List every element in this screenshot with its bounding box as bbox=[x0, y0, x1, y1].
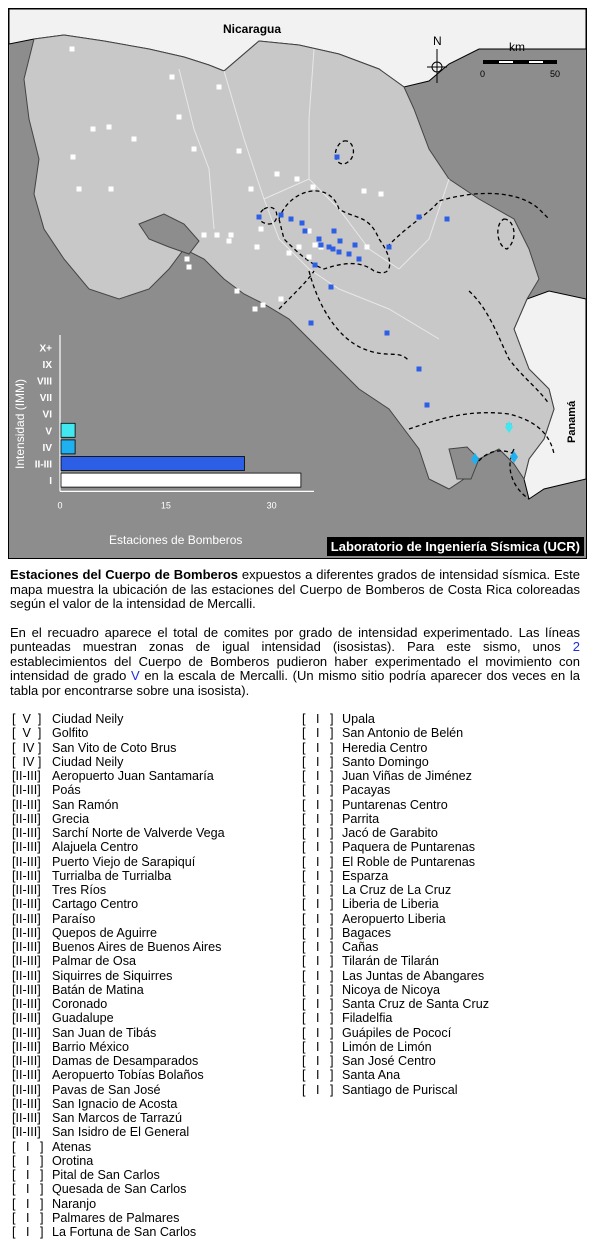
station-name: Aeropuerto Liberia bbox=[342, 911, 446, 926]
intensity-tag: [ I ] bbox=[302, 826, 334, 840]
station-row bbox=[302, 997, 489, 1011]
station-marker-I bbox=[307, 255, 312, 260]
chart-category-label: V bbox=[45, 426, 52, 438]
station-name: Grecia bbox=[52, 811, 90, 826]
station-marker-II-III bbox=[257, 215, 262, 220]
intensity-tag: [ I ] bbox=[302, 1039, 334, 1054]
station-marker-II-III bbox=[337, 250, 342, 255]
station-marker-I bbox=[253, 307, 258, 312]
intensity-tag: [ V ] bbox=[12, 726, 42, 741]
station-marker-I bbox=[185, 257, 190, 262]
station-marker-I bbox=[132, 137, 137, 142]
station-name: San Juan de Tibás bbox=[52, 1025, 157, 1040]
station-marker-II-III bbox=[309, 321, 314, 326]
station-row bbox=[12, 1125, 225, 1139]
station-marker-I bbox=[297, 245, 302, 250]
station-marker-II-III bbox=[387, 245, 392, 250]
intensity-tag: [ I ] bbox=[302, 840, 334, 855]
description-text-2a: En el recuadro aparece el total de comites por grado de intensidad experimentado. Las líneas punteadas muestran zonas de igual intensidad (isosistas). Para este sismo, unos bbox=[10, 624, 580, 654]
station-marker-I bbox=[295, 177, 300, 182]
intensity-tag: [ I ] bbox=[12, 1168, 44, 1182]
station-marker-II-III bbox=[300, 221, 305, 226]
intensity-tag: [II-III] bbox=[12, 997, 41, 1011]
station-name: Barrio México bbox=[52, 1039, 129, 1054]
station-name: Upala bbox=[342, 712, 375, 726]
intensity-tag: [ I ] bbox=[302, 897, 334, 912]
station-name: Guadalupe bbox=[52, 1011, 114, 1026]
chart-category-label: IV bbox=[42, 442, 52, 454]
station-name: Naranjo bbox=[52, 1196, 97, 1211]
station-row bbox=[12, 1168, 225, 1182]
station-marker-I bbox=[365, 245, 370, 250]
intensity-tag: [ I ] bbox=[302, 868, 334, 883]
station-row bbox=[12, 783, 225, 797]
station-row bbox=[302, 855, 489, 869]
intensity-tag: [II-III] bbox=[12, 1011, 41, 1026]
station-name: Santa Ana bbox=[342, 1068, 401, 1083]
station-name: Santo Domingo bbox=[342, 754, 429, 769]
station-marker-I bbox=[362, 189, 367, 194]
intensity-tag: [II-III] bbox=[12, 982, 41, 997]
description-text-2c: en la escala de Mercalli. (Un mismo sitio podría aparecer dos veces en la tabla por encontrarse sobre una isosista). bbox=[10, 668, 581, 698]
station-name: Ciudad Neily bbox=[52, 754, 124, 769]
station-name: Quesada de San Carlos bbox=[52, 1182, 187, 1197]
station-name: Puerto Viejo de Sarapiquí bbox=[52, 854, 196, 869]
station-row bbox=[302, 1026, 489, 1040]
station-name: Atenas bbox=[52, 1139, 92, 1154]
chart-category-label: VII bbox=[39, 393, 52, 405]
station-marker-I bbox=[217, 85, 222, 90]
station-row bbox=[12, 1054, 225, 1068]
intensity-tag: [II-III] bbox=[12, 826, 41, 840]
chart-xlabel: Estaciones de Bomberos bbox=[109, 533, 243, 547]
station-marker-II-III bbox=[425, 403, 430, 408]
intensity-tag: [II-III] bbox=[12, 911, 41, 926]
station-name: Buenos Aires de Buenos Aires bbox=[52, 940, 222, 954]
station-marker-II-III bbox=[385, 331, 390, 336]
station-row bbox=[302, 969, 489, 983]
station-marker-I bbox=[379, 192, 384, 197]
station-name: Orotina bbox=[52, 1153, 94, 1168]
station-marker-I bbox=[235, 289, 240, 294]
station-row bbox=[12, 812, 225, 826]
intensity-tag: [ I ] bbox=[12, 1139, 44, 1154]
station-marker-II-III bbox=[319, 243, 324, 248]
station-row bbox=[12, 1140, 225, 1154]
station-marker-I bbox=[261, 303, 266, 308]
station-name: Santiago de Puriscal bbox=[342, 1082, 458, 1097]
intensity-tag: [II-III] bbox=[12, 840, 41, 855]
intensity-tag: [ V ] bbox=[12, 712, 42, 726]
station-marker-I bbox=[177, 115, 182, 120]
station-name: Pavas de San José bbox=[52, 1082, 161, 1097]
intensity-tag: [ I ] bbox=[302, 1068, 334, 1083]
station-row bbox=[12, 1026, 225, 1040]
chart-category-label: VI bbox=[42, 409, 52, 421]
station-marker-I bbox=[192, 147, 197, 152]
intensity-tag: [ I ] bbox=[302, 754, 334, 769]
station-marker-I bbox=[187, 265, 192, 270]
station-row bbox=[12, 1097, 225, 1111]
station-row bbox=[12, 983, 225, 997]
chart-tick-label: 0 bbox=[57, 500, 63, 511]
station-row bbox=[302, 983, 489, 997]
chart-category-label: I bbox=[49, 476, 52, 488]
station-marker-II-III bbox=[417, 367, 422, 372]
intensity-tag: [II-III] bbox=[12, 854, 41, 869]
intensity-tag: [ I ] bbox=[12, 1196, 44, 1211]
station-row bbox=[302, 769, 489, 783]
station-name: Poás bbox=[52, 783, 81, 798]
intensity-tag: [ I ] bbox=[302, 726, 334, 741]
station-name: La Fortuna de San Carlos bbox=[52, 1225, 197, 1239]
station-name: San Ignacio de Acosta bbox=[52, 1096, 178, 1111]
intensity-tag: [ I ] bbox=[302, 940, 334, 954]
station-row bbox=[302, 741, 489, 755]
station-row bbox=[12, 869, 225, 883]
station-name: Juan Viñas de Jiménez bbox=[342, 769, 472, 783]
station-marker-II-III bbox=[331, 247, 336, 252]
intensity-tag: [II-III] bbox=[12, 1054, 41, 1068]
station-name: El Roble de Puntarenas bbox=[342, 854, 476, 869]
intensity-tag: [ I ] bbox=[302, 811, 334, 826]
station-row bbox=[12, 940, 225, 954]
intensity-tag: [ I ] bbox=[302, 783, 334, 798]
station-name: Las Juntas de Abangares bbox=[342, 968, 485, 983]
station-list-column-1 bbox=[12, 712, 225, 1239]
intensity-tag: [ I ] bbox=[302, 769, 334, 783]
intensity-tag: [ I ] bbox=[302, 712, 334, 726]
intensity-tag: [II-III] bbox=[12, 811, 41, 826]
station-name: Liberia de Liberia bbox=[342, 897, 439, 912]
station-name: Damas de Desamparados bbox=[52, 1054, 199, 1068]
station-row bbox=[12, 997, 225, 1011]
station-row bbox=[12, 1211, 225, 1225]
intensity-tag: [ I ] bbox=[302, 797, 334, 812]
station-row bbox=[12, 912, 225, 926]
intensity-tag: [II-III] bbox=[12, 954, 41, 969]
station-name: Aeropuerto Juan Santamaría bbox=[52, 769, 214, 783]
intensity-tag: [II-III] bbox=[12, 1039, 41, 1054]
chart-tick-label: 15 bbox=[160, 500, 171, 511]
station-marker-II-III bbox=[338, 239, 343, 244]
intensity-tag: [II-III] bbox=[12, 968, 41, 983]
station-marker-I bbox=[202, 233, 207, 238]
intensity-tag: [II-III] bbox=[12, 797, 41, 812]
station-name: Pacayas bbox=[342, 783, 391, 798]
intensity-tag: [ I ] bbox=[302, 1011, 334, 1026]
seismic-map bbox=[8, 8, 587, 559]
station-marker-II-III bbox=[289, 217, 294, 222]
station-row bbox=[12, 826, 225, 840]
station-row bbox=[12, 883, 225, 897]
station-name: Paraíso bbox=[52, 911, 96, 926]
chart-category-label: IX bbox=[42, 359, 52, 371]
station-name: Santa Cruz de Santa Cruz bbox=[342, 997, 490, 1011]
intensity-tag: [ I ] bbox=[12, 1153, 44, 1168]
station-name: San Vito de Coto Brus bbox=[52, 740, 177, 755]
intensity-tag: [ I ] bbox=[302, 883, 334, 897]
station-marker-I bbox=[229, 233, 234, 238]
station-row bbox=[12, 897, 225, 911]
chart-category-label: II-III bbox=[34, 459, 52, 471]
chart-category-label: X+ bbox=[39, 343, 52, 355]
intensity-tag: [ I ] bbox=[12, 1210, 44, 1225]
station-name: Pital de San Carlos bbox=[52, 1168, 160, 1182]
station-row bbox=[12, 1182, 225, 1196]
station-row bbox=[302, 812, 489, 826]
intensity-tag: [II-III] bbox=[12, 925, 41, 940]
station-marker-I bbox=[279, 297, 284, 302]
scale-tick-50: 50 bbox=[550, 69, 561, 79]
station-marker-I bbox=[249, 187, 254, 192]
station-name: Tres Ríos bbox=[52, 883, 107, 897]
station-marker-II-III bbox=[353, 243, 358, 248]
station-row bbox=[12, 969, 225, 983]
station-row bbox=[12, 954, 225, 968]
station-marker-I bbox=[255, 245, 260, 250]
intensity-tag: [II-III] bbox=[12, 868, 41, 883]
description bbox=[10, 568, 580, 712]
station-row bbox=[302, 726, 489, 740]
station-marker-II-III bbox=[335, 155, 340, 160]
station-row bbox=[302, 1068, 489, 1082]
station-row bbox=[302, 840, 489, 854]
station-row bbox=[12, 840, 225, 854]
station-name: Palmar de Osa bbox=[52, 954, 136, 969]
chart-bar bbox=[61, 423, 75, 437]
intensity-tag: [ I ] bbox=[302, 854, 334, 869]
description-text-2b: establecimientos del Cuerpo de Bomberos pudieron haber experimentado el movimiento con intensidad de grado bbox=[10, 653, 580, 683]
intensity-tag: [ I ] bbox=[302, 982, 334, 997]
station-marker-II-III bbox=[417, 215, 422, 220]
station-name: Coronado bbox=[52, 997, 108, 1011]
station-row bbox=[302, 883, 489, 897]
station-marker-II-III bbox=[329, 285, 334, 290]
station-row bbox=[12, 926, 225, 940]
north-label: N bbox=[433, 34, 442, 48]
intensity-tag: [ I ] bbox=[302, 740, 334, 755]
station-row bbox=[302, 798, 489, 812]
station-marker-II-III bbox=[357, 257, 362, 262]
intensity-tag: [II-III] bbox=[12, 897, 41, 912]
station-name: Alajuela Centro bbox=[52, 840, 139, 855]
station-row bbox=[12, 1197, 225, 1211]
station-name: Heredia Centro bbox=[342, 740, 428, 755]
station-row bbox=[12, 798, 225, 812]
chart-bar bbox=[61, 440, 75, 454]
chart-bar bbox=[61, 473, 301, 487]
intensity-tag: [II-III] bbox=[12, 1125, 41, 1140]
station-name: San Marcos de Tarrazú bbox=[52, 1111, 182, 1125]
intensity-tag: [II-III] bbox=[12, 1111, 41, 1125]
station-marker-I bbox=[275, 172, 280, 177]
station-name: Esparza bbox=[342, 868, 389, 883]
station-row bbox=[12, 726, 225, 740]
station-row bbox=[302, 940, 489, 954]
intensity-tag: [II-III] bbox=[12, 1025, 41, 1040]
station-name: La Cruz de La Cruz bbox=[342, 883, 452, 897]
station-name: Tilarán de Tilarán bbox=[342, 954, 439, 969]
station-marker-I bbox=[215, 233, 220, 238]
station-row bbox=[302, 1040, 489, 1054]
intensity-tag: [II-III] bbox=[12, 769, 41, 783]
intensity-tag: [ I ] bbox=[302, 1025, 334, 1040]
intensity-tag: [ I ] bbox=[302, 954, 334, 969]
station-name: Sarchí Norte de Valverde Vega bbox=[52, 826, 225, 840]
station-count: 2 bbox=[572, 639, 580, 654]
station-marker-I bbox=[71, 155, 76, 160]
station-row bbox=[12, 1040, 225, 1054]
station-marker-I bbox=[313, 243, 318, 248]
intensity-tag: [II-III] bbox=[12, 883, 41, 897]
station-name: Quepos de Aguirre bbox=[52, 925, 158, 940]
station-name: Nicoya de Nicoya bbox=[342, 982, 440, 997]
intensity-tag: [ IV ] bbox=[12, 754, 42, 769]
intensity-tag: [ I ] bbox=[302, 997, 334, 1011]
intensity-bar-chart bbox=[13, 335, 314, 547]
station-name: San Antonio de Belén bbox=[342, 726, 464, 741]
station-row bbox=[302, 1011, 489, 1025]
station-row bbox=[302, 1054, 489, 1068]
station-row bbox=[12, 1111, 225, 1125]
intensity-tag: [ I ] bbox=[302, 968, 334, 983]
intensity-tag: [ I ] bbox=[12, 1225, 44, 1239]
station-marker-I bbox=[70, 47, 75, 52]
station-marker-II-III bbox=[347, 252, 352, 257]
station-name: Batán de Matina bbox=[52, 982, 144, 997]
station-marker-II-III bbox=[303, 229, 308, 234]
station-row bbox=[12, 712, 225, 726]
station-name: Aeropuerto Tobías Bolaños bbox=[52, 1068, 204, 1083]
station-row bbox=[12, 1154, 225, 1168]
station-name: Paquera de Puntarenas bbox=[342, 840, 476, 855]
station-name: Bagaces bbox=[342, 925, 392, 940]
intensity-tag: [II-III] bbox=[12, 783, 41, 798]
station-name: San Isidro de El General bbox=[52, 1125, 190, 1140]
intensity-tag: [ I ] bbox=[302, 1054, 334, 1068]
station-row bbox=[302, 826, 489, 840]
station-marker-I bbox=[311, 185, 316, 190]
station-marker-II-III bbox=[332, 229, 337, 234]
station-row bbox=[302, 912, 489, 926]
station-row bbox=[302, 755, 489, 769]
intensity-tag: [II-III] bbox=[12, 1082, 41, 1097]
station-name: Ciudad Neily bbox=[52, 712, 124, 726]
station-name: Filadelfia bbox=[342, 1011, 393, 1026]
scale-tick-0: 0 bbox=[480, 69, 486, 79]
intensity-tag: [II-III] bbox=[12, 1068, 41, 1083]
description-paragraph-1 bbox=[10, 568, 580, 612]
station-row bbox=[12, 1068, 225, 1082]
panama-label: Panamá bbox=[566, 400, 578, 443]
station-row bbox=[12, 855, 225, 869]
station-name: Cartago Centro bbox=[52, 897, 139, 912]
station-row bbox=[302, 869, 489, 883]
station-name: Golfito bbox=[52, 726, 89, 741]
station-list-column-2 bbox=[302, 712, 489, 1097]
chart-tick-label: 30 bbox=[266, 500, 277, 511]
scale-unit: km bbox=[509, 40, 525, 54]
station-marker-I bbox=[259, 227, 264, 232]
chart-category-label: VIII bbox=[36, 376, 52, 388]
description-title: Estaciones del Cuerpo de Bomberos bbox=[10, 567, 239, 582]
station-marker-II-III bbox=[313, 263, 318, 268]
intensity-tag: [ I ] bbox=[302, 1082, 334, 1097]
station-row bbox=[12, 1083, 225, 1097]
station-marker-II-III bbox=[317, 237, 322, 242]
intensity-tag: [ I ] bbox=[302, 911, 334, 926]
station-marker-I bbox=[170, 75, 175, 80]
station-name: Turrialba de Turrialba bbox=[52, 868, 172, 883]
station-name: Siquirres de Siquirres bbox=[52, 968, 173, 983]
station-name: Jacó de Garabito bbox=[342, 826, 438, 840]
station-marker-I bbox=[107, 125, 112, 130]
station-marker-I bbox=[287, 251, 292, 256]
map-svg bbox=[9, 9, 586, 558]
station-row bbox=[12, 1011, 225, 1025]
station-row bbox=[302, 1083, 489, 1097]
station-row bbox=[302, 783, 489, 797]
nicaragua-label: Nicaragua bbox=[223, 22, 282, 36]
station-name: San José Centro bbox=[342, 1054, 436, 1068]
station-name: Cañas bbox=[342, 940, 379, 954]
station-row bbox=[302, 712, 489, 726]
station-name: Parrita bbox=[342, 811, 380, 826]
chart-ylabel: Intensidad (IMM) bbox=[13, 378, 27, 469]
station-marker-I bbox=[91, 127, 96, 132]
intensity-tag: [II-III] bbox=[12, 940, 41, 954]
intensity-tag: [II-III] bbox=[12, 1096, 41, 1111]
station-row bbox=[12, 755, 225, 769]
intensity-tag: [ I ] bbox=[302, 925, 334, 940]
station-marker-I bbox=[77, 187, 82, 192]
station-row bbox=[302, 897, 489, 911]
intensity-grade: V bbox=[130, 668, 140, 683]
station-row bbox=[302, 954, 489, 968]
intensity-tag: [ IV ] bbox=[12, 740, 42, 755]
station-marker-I bbox=[109, 187, 114, 192]
lab-credit: Laboratorio de Ingeniería Sísmica (UCR) bbox=[327, 537, 584, 556]
station-marker-I bbox=[227, 239, 232, 244]
station-name: San Ramón bbox=[52, 797, 119, 812]
costa-rica-land bbox=[24, 35, 554, 489]
station-marker-II-III bbox=[279, 213, 284, 218]
station-row bbox=[12, 769, 225, 783]
description-paragraph-2 bbox=[10, 626, 580, 699]
station-marker-I bbox=[237, 149, 242, 154]
description-text-1: expuestos a diferentes grados de intensidad sísmica. Este mapa muestra la ubicación de las estaciones del Cuerpo de Bomberos de Costa Rica coloreadas según el valor de la intensidad de Mercalli. bbox=[10, 567, 580, 611]
intensity-tag: [ I ] bbox=[12, 1182, 44, 1197]
station-row bbox=[12, 1225, 225, 1239]
station-marker-II-III bbox=[445, 217, 450, 222]
station-name: Limón de Limón bbox=[342, 1039, 432, 1054]
station-name: Guápiles de Pococí bbox=[342, 1025, 452, 1040]
station-name: Puntarenas Centro bbox=[342, 797, 448, 812]
chart-bar bbox=[61, 457, 244, 471]
station-name: Palmares de Palmares bbox=[52, 1210, 180, 1225]
station-row bbox=[302, 926, 489, 940]
station-row bbox=[12, 741, 225, 755]
